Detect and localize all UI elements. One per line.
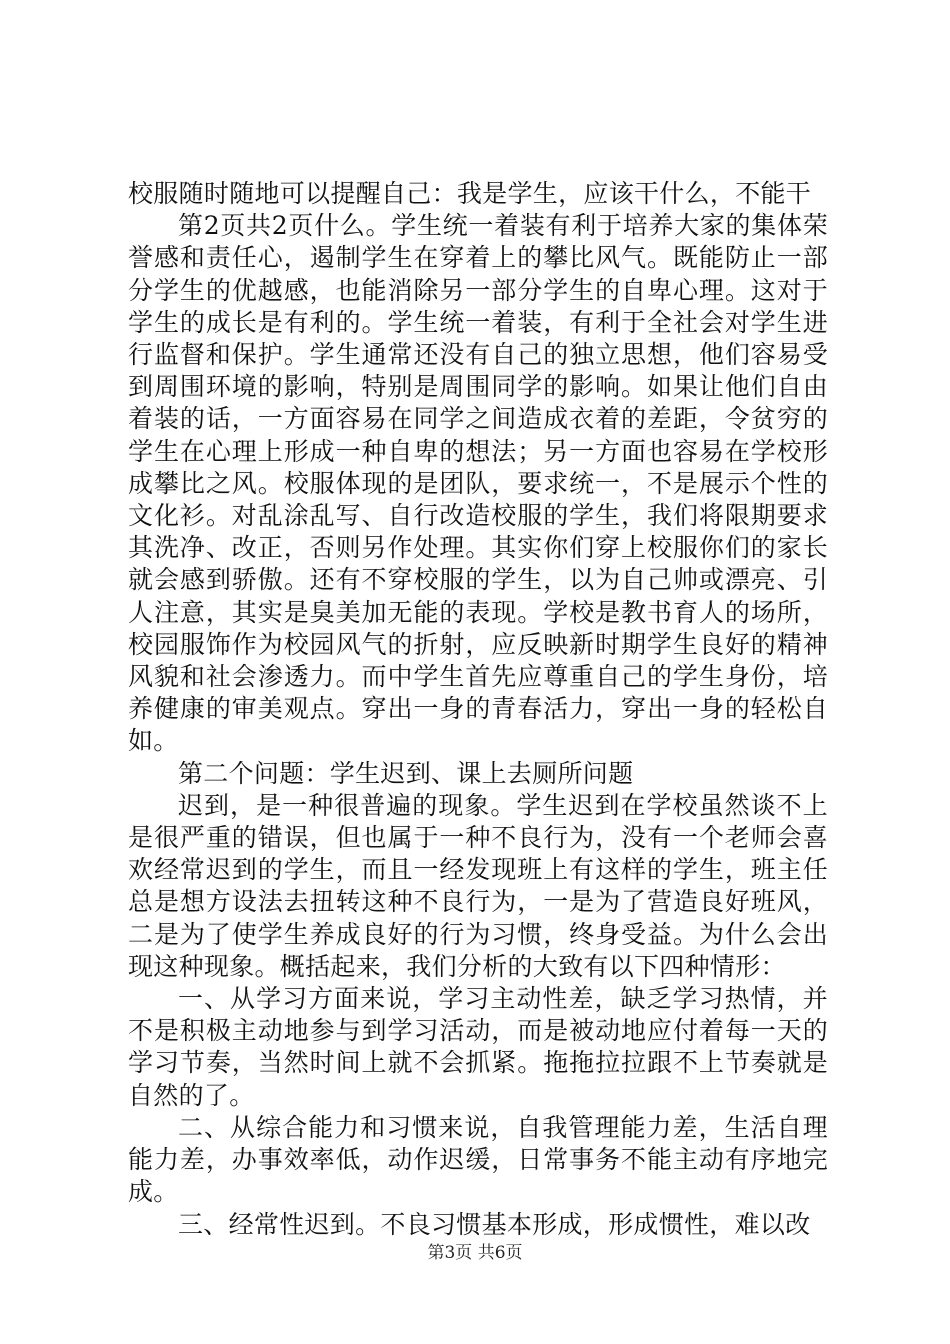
paragraph-reason-two: 二、从综合能力和习惯来说，自我管理能力差，生活自理能力差，办事效率低，动作迟缓，日常事务不能主动有序地完成。 — [128, 1112, 828, 1207]
page-footer: 第3页 共6页 — [427, 1243, 523, 1263]
paragraph-uniform-benefits: 第2页共2页什么。学生统一着装有利于培养大家的集体荣誉感和责任心，遏制学生在穿着上的攀比风气。既能防止一部分学生的优越感，也能消除另一部分学生的自卑心理。这对于学生的成长是有利的。学生统一着装，有利于全社会对学生进行监督和保护。学生通常还没有自己的独立思想，他们容易受到周围环境的影响，特别是周围同学的影响。如果让他们自由着装的话，一方面容易在同学之间造成衣着的差距，令贫穷的学生在心理上形成一种自卑的想法；另一方面也容易在学校形成攀比之风。校服体现的是团队，要求统一，不是展示个性的文化衫。对乱涂乱写、自行改造校服的学生，我们将限期要求其洗净、改正，否则另作处理。其实你们穿上校服你们的家长就会感到骄傲。还有不穿校服的学生，以为自己帅或漂亮、引人注意，其实是臭美加无能的表现。学校是教书育人的场所，校园服饰作为校园风气的折射，应反映新时期学生良好的精神风貌和社会渗透力。而中学生首先应尊重自己的学生身份，培养健康的审美观点。穿出一身的青春活力，穿出一身的轻松自如。 — [128, 211, 828, 756]
section-heading-lateness: 第二个问题：学生迟到、课上去厕所问题 — [178, 758, 634, 788]
paragraph-reason-one: 一、从学习方面来说，学习主动性差，缺乏学习热情，并不是积极主动地参与到学习活动，而是被动地应付着每一天的学习节奏，当然时间上就不会抓紧。拖拖拉拉跟不上节奏就是自然的了。 — [128, 984, 828, 1110]
body-text — [128, 178, 828, 1241]
paragraph-continuation: 校服随时随地可以提醒自己：我是学生，应该干什么，不能干 — [128, 179, 812, 208]
paragraph-reason-three: 三、经常性迟到。不良习惯基本形成，形成惯性，难以改 — [178, 1209, 811, 1239]
paragraph-lateness-intro: 迟到，是一种很普遍的现象。学生迟到在学校虽然谈不上是很严重的错误，但也属于一种不良行为，没有一个老师会喜欢经常迟到的学生，而且一经发现班上有这样的学生，班主任总是想方设法去扭转这种不良行为，一是为了营造良好班风，二是为了使学生养成良好的行为习惯，终身受益。为什么会出现这种现象。概括起来，我们分析的大致有以下四种情形： — [128, 790, 828, 981]
